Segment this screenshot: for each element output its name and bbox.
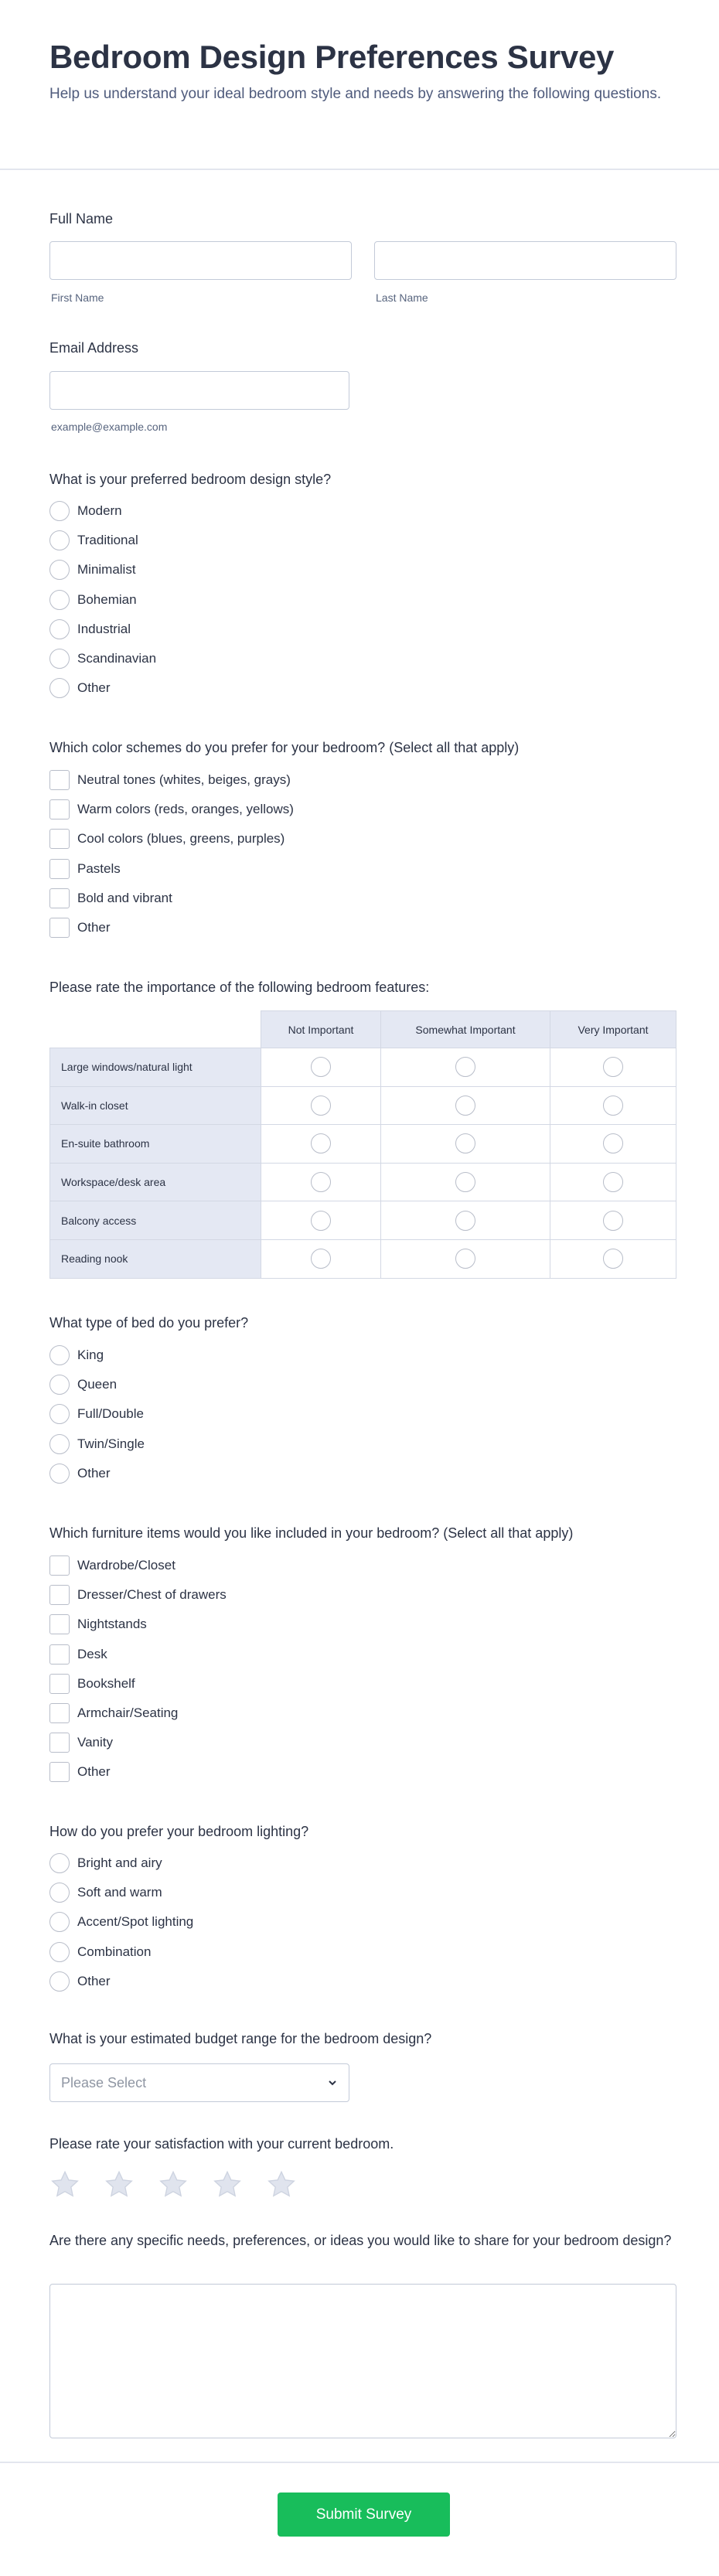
chevron-down-icon (327, 2077, 338, 2088)
radio-button[interactable] (311, 1095, 331, 1116)
matrix-row-label: Large windows/natural light (49, 1048, 261, 1087)
colors-option-label: Pastels (77, 860, 121, 876)
submit-survey-button[interactable]: Submit Survey (278, 2493, 450, 2537)
radio-button[interactable] (49, 1404, 70, 1424)
matrix-row-label: Workspace/desk area (49, 1164, 261, 1202)
email-sublabel: example@example.com (51, 421, 168, 433)
lighting-option-label: Other (77, 1973, 111, 1988)
checkbox[interactable] (49, 1585, 70, 1605)
radio-button[interactable] (455, 1211, 475, 1231)
matrix-cell[interactable] (550, 1164, 676, 1202)
bed-option-label: King (77, 1348, 104, 1362)
colors-option[interactable] (49, 768, 291, 792)
colors-option[interactable] (49, 798, 294, 821)
furniture-option-label: Bookshelf (77, 1675, 135, 1691)
furniture-option-label: Dresser/Chest of drawers (77, 1587, 227, 1603)
checkbox[interactable] (49, 1703, 70, 1723)
colors-option[interactable] (49, 887, 172, 910)
matrix-cell[interactable] (261, 1164, 381, 1202)
radio-button[interactable] (49, 1971, 70, 1992)
star-icon[interactable] (104, 2169, 135, 2200)
bed-option[interactable] (49, 1433, 145, 1456)
style-option[interactable] (49, 529, 138, 552)
radio-button[interactable] (603, 1133, 623, 1153)
radio-button[interactable] (603, 1249, 623, 1269)
radio-button[interactable] (455, 1249, 475, 1269)
lighting-option-label: Combination (77, 1944, 152, 1959)
radio-button[interactable] (49, 1463, 70, 1484)
email-label: Email Address (49, 340, 139, 356)
radio-button[interactable] (455, 1172, 475, 1192)
radio-button[interactable] (455, 1095, 475, 1116)
matrix-row-label: Reading nook (49, 1240, 261, 1279)
radio-button[interactable] (49, 590, 70, 610)
lighting-option[interactable] (49, 1852, 162, 1875)
radio-button[interactable] (49, 501, 70, 521)
checkbox[interactable] (49, 859, 70, 879)
email-input[interactable] (49, 371, 349, 410)
checkbox[interactable] (49, 888, 70, 908)
matrix-cell[interactable] (261, 1048, 381, 1087)
checkbox[interactable] (49, 1555, 70, 1576)
matrix-cell[interactable] (550, 1087, 676, 1126)
lighting-option[interactable] (49, 1910, 193, 1934)
radio-button[interactable] (603, 1172, 623, 1192)
style-option[interactable] (49, 647, 156, 670)
ideas-question-label: Are there any specific needs, preferences, or ideas you would like to share for your bedroom design? (49, 2233, 672, 2248)
radio-button[interactable] (603, 1095, 623, 1116)
furniture-option[interactable] (49, 1731, 113, 1754)
matrix-cell[interactable] (550, 1048, 676, 1087)
matrix-row-label: En-suite bathroom (49, 1125, 261, 1164)
style-option[interactable] (49, 618, 131, 641)
matrix-row (49, 1240, 676, 1279)
ideas-textarea[interactable] (49, 2284, 676, 2438)
colors-option-label: Cool colors (blues, greens, purples) (77, 831, 285, 847)
matrix-cell[interactable] (381, 1201, 550, 1240)
matrix-cell[interactable] (261, 1087, 381, 1126)
budget-select[interactable] (49, 2063, 349, 2102)
colors-option[interactable] (49, 857, 121, 881)
checkbox[interactable] (49, 770, 70, 790)
colors-option-label: Warm colors (reds, oranges, yellows) (77, 802, 294, 817)
budget-question-label: What is your estimated budget range for the bedroom design? (49, 2031, 432, 2046)
features-question-label: Please rate the importance of the following bedroom features: (49, 980, 430, 995)
furniture-option[interactable] (49, 1702, 178, 1725)
furniture-option[interactable] (49, 1613, 147, 1636)
colors-option-label: Other (77, 920, 111, 935)
style-option[interactable] (49, 558, 136, 581)
bed-question-label: What type of bed do you prefer? (49, 1315, 249, 1331)
features-rating-matrix (49, 1010, 676, 1279)
style-option-label: Other (77, 680, 111, 696)
colors-option[interactable] (49, 916, 111, 939)
matrix-cell[interactable] (550, 1240, 676, 1279)
style-option[interactable] (49, 499, 122, 523)
star-icon[interactable] (49, 2169, 80, 2200)
footer-divider (0, 2462, 719, 2463)
page-title: Bedroom Design Preferences Survey (49, 39, 615, 75)
furniture-option-label: Desk (77, 1646, 107, 1661)
bed-option-label: Full/Double (77, 1406, 144, 1422)
matrix-cell[interactable] (261, 1125, 381, 1164)
furniture-option-label: Nightstands (77, 1617, 147, 1632)
matrix-row-label: Walk-in closet (49, 1087, 261, 1126)
radio-button[interactable] (49, 1345, 70, 1365)
radio-button[interactable] (49, 560, 70, 580)
furniture-option-label: Other (77, 1764, 111, 1780)
furniture-option[interactable] (49, 1672, 135, 1695)
furniture-option[interactable] (49, 1643, 107, 1666)
radio-button[interactable] (49, 1912, 70, 1932)
matrix-cell[interactable] (550, 1125, 676, 1164)
page-subtitle: Help us understand your ideal bedroom style and needs by answering the following questions. (49, 86, 662, 102)
radio-button[interactable] (49, 530, 70, 550)
satisfaction-question-label: Please rate your satisfaction with your current bedroom. (49, 2136, 394, 2152)
radio-button[interactable] (603, 1211, 623, 1231)
lighting-option-label: Accent/Spot lighting (77, 1914, 194, 1930)
checkbox[interactable] (49, 1644, 70, 1665)
matrix-cell[interactable] (550, 1201, 676, 1240)
matrix-row (49, 1125, 676, 1164)
radio-button[interactable] (311, 1057, 331, 1077)
checkbox[interactable] (49, 829, 70, 849)
radio-button[interactable] (311, 1133, 331, 1153)
colors-question-label: Which color schemes do you prefer for your bedroom? (Select all that apply) (49, 740, 520, 755)
star-icon[interactable] (266, 2169, 297, 2200)
matrix-cell[interactable] (261, 1201, 381, 1240)
star-icon[interactable] (158, 2169, 189, 2200)
colors-option-label: Neutral tones (whites, beiges, grays) (77, 772, 291, 787)
colors-option[interactable] (49, 827, 285, 850)
bed-option-label: Other (77, 1465, 111, 1481)
bed-option-label: Queen (77, 1377, 118, 1392)
matrix-row (49, 1201, 676, 1240)
furniture-option[interactable] (49, 1583, 227, 1607)
matrix-column-header: Very Important (550, 1010, 676, 1048)
lighting-option[interactable] (49, 1970, 111, 1993)
lighting-option-label: Bright and airy (77, 1855, 162, 1870)
style-option-label: Traditional (77, 533, 138, 548)
style-option-label: Scandinavian (77, 651, 157, 666)
bed-option[interactable] (49, 1402, 144, 1426)
furniture-option-label: Armchair/Seating (77, 1705, 179, 1720)
radio-button[interactable] (49, 1434, 70, 1454)
matrix-row (49, 1087, 676, 1126)
radio-button[interactable] (311, 1211, 331, 1231)
checkbox[interactable] (49, 918, 70, 938)
full-name-label: Full Name (49, 211, 114, 227)
style-option[interactable] (49, 588, 137, 612)
furniture-option-label: Wardrobe/Closet (77, 1558, 175, 1573)
furniture-option-label: Vanity (77, 1735, 113, 1750)
checkbox[interactable] (49, 1762, 70, 1782)
bed-option[interactable] (49, 1462, 111, 1485)
lighting-question-label: How do you prefer your bedroom lighting? (49, 1824, 309, 1839)
lighting-option-label: Soft and warm (77, 1885, 162, 1900)
bed-option[interactable] (49, 1373, 117, 1396)
matrix-row (49, 1164, 676, 1202)
matrix-row (49, 1048, 676, 1087)
bed-option[interactable] (49, 1344, 104, 1367)
last-name-input[interactable] (374, 241, 676, 280)
matrix-cell[interactable] (381, 1240, 550, 1279)
matrix-column-header: Not Important (261, 1010, 381, 1048)
radio-button[interactable] (311, 1249, 331, 1269)
radio-button[interactable] (455, 1133, 475, 1153)
radio-button[interactable] (49, 619, 70, 639)
header-divider (0, 169, 719, 170)
style-option-label: Modern (77, 503, 122, 518)
lighting-option[interactable] (49, 1881, 162, 1904)
matrix-corner (49, 1010, 261, 1048)
lighting-option[interactable] (49, 1941, 151, 1964)
style-option-label: Industrial (77, 621, 131, 636)
matrix-cell[interactable] (381, 1048, 550, 1087)
furniture-question-label: Which furniture items would you like included in your bedroom? (Select all that apply) (49, 1525, 574, 1541)
style-option-label: Bohemian (77, 591, 137, 607)
furniture-option[interactable] (49, 1554, 175, 1577)
bed-option-label: Twin/Single (77, 1436, 145, 1451)
radio-button[interactable] (49, 1942, 70, 1962)
checkbox[interactable] (49, 799, 70, 819)
matrix-cell[interactable] (381, 1164, 550, 1202)
furniture-option[interactable] (49, 1760, 111, 1784)
style-option[interactable] (49, 676, 111, 700)
radio-button[interactable] (49, 649, 70, 669)
matrix-cell[interactable] (381, 1125, 550, 1164)
star-icon[interactable] (212, 2169, 243, 2200)
last-name-sublabel: Last Name (376, 291, 428, 304)
matrix-column-header: Somewhat Important (381, 1010, 550, 1048)
radio-button[interactable] (49, 1375, 70, 1395)
checkbox[interactable] (49, 1614, 70, 1634)
radio-button[interactable] (49, 678, 70, 698)
budget-select-placeholder: Please Select (61, 2074, 147, 2090)
radio-button[interactable] (603, 1057, 623, 1077)
radio-button[interactable] (455, 1057, 475, 1077)
radio-button[interactable] (49, 1883, 70, 1903)
first-name-sublabel: First Name (51, 291, 104, 304)
checkbox[interactable] (49, 1733, 70, 1753)
checkbox[interactable] (49, 1674, 70, 1694)
radio-button[interactable] (49, 1853, 70, 1873)
style-question-label: What is your preferred bedroom design style? (49, 472, 332, 487)
first-name-input[interactable] (49, 241, 352, 280)
radio-button[interactable] (311, 1172, 331, 1192)
matrix-row-label: Balcony access (49, 1201, 261, 1240)
colors-option-label: Bold and vibrant (77, 890, 172, 905)
matrix-cell[interactable] (261, 1240, 381, 1279)
matrix-cell[interactable] (381, 1087, 550, 1126)
style-option-label: Minimalist (77, 562, 136, 578)
